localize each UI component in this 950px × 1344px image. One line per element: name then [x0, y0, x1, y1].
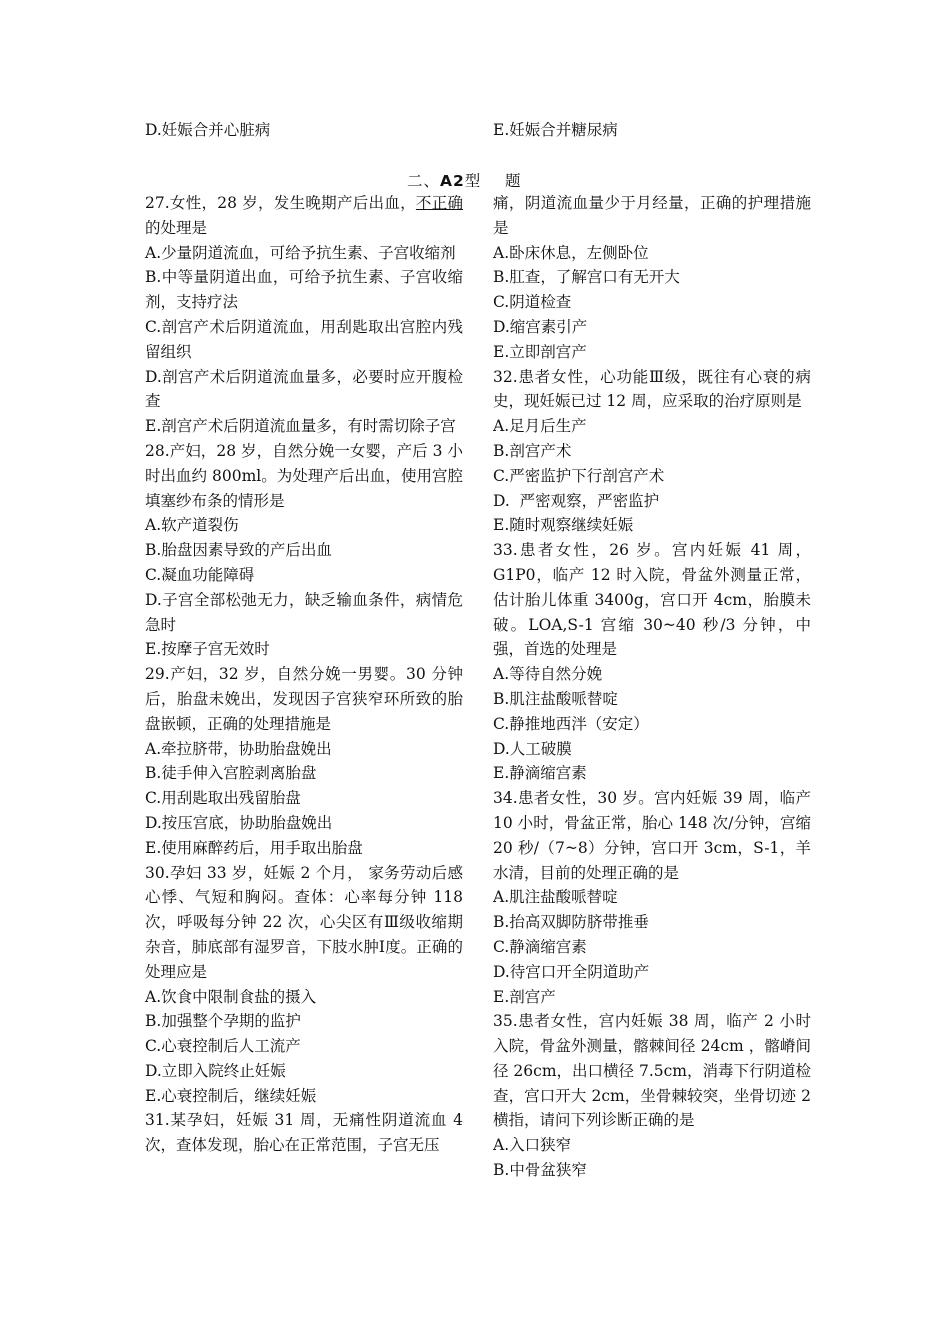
q27-stem-before: 27.女性，28 岁，发生晚期产后出血，: [145, 194, 416, 212]
q28-option: B.胎盘因素导致的产后出血: [145, 541, 332, 560]
question-33-stem: 33.患者女性，26 岁。宫内妊娠 41 周，G1P0，临产 12 时入院，骨盆外测量正常，估计胎儿体重 3400g，宫口开 4cm，胎膜未破。LOA,S-1 宫缩 30~40 秒/3 分钟，中强，首选的处理是: [493, 541, 811, 659]
q34-option: E.剖宫产: [493, 987, 556, 1006]
question-28-stem: 28.产妇，28 岁，自然分娩一女婴，产后 3 小时出血约 800ml。为处理产后出血，使用宫腔填塞纱布条的情形是: [145, 441, 463, 510]
q29-option: A.牵拉脐带，协助胎盘娩出: [145, 739, 332, 758]
q30-option: D.立即入院终止妊娠: [145, 1061, 286, 1080]
question-30-stem: 30.孕妇 33 岁，妊娠 2 个月， 家务劳动后感心悸、气短和胸闷。查体：心率每分钟 118 次，呼吸每分钟 22 次，心尖区有Ⅲ级收缩期杂音，肺底部有湿罗音，下肢水肿Ⅰ度。正确的处理应是: [145, 863, 463, 981]
q31-option: C.阴道检查: [493, 293, 572, 312]
q27-option: E.剖宫产术后阴道流血量多，有时需切除子宫: [145, 417, 456, 436]
q30-option: B.加强整个孕期的监护: [145, 1012, 301, 1031]
q29-option: C.用刮匙取出残留胎盘: [145, 789, 301, 808]
q33-option: B.肌注盐酸哌替啶: [493, 689, 618, 708]
section-suffix: 型 题: [464, 172, 522, 190]
q34-option: B.抬高双脚防脐带推垂: [493, 913, 649, 932]
q28-option: D.子宫全部松弛无力，缺乏输血条件，病情危急时: [145, 590, 463, 634]
q28-option: C.凝血功能障碍: [145, 565, 255, 584]
q30-option: E.心衰控制后，继续妊娠: [145, 1086, 317, 1105]
right-column: [493, 191, 811, 1183]
q27-option: D.剖宫产术后阴道流血量多，必要时应开腹检查: [145, 367, 463, 411]
q27-option: C.剖宫产术后阴道流血，用刮匙取出宫腔内残留组织: [145, 317, 463, 361]
option-e-diabetes: E.妊娠合并糖尿病: [493, 121, 618, 139]
q31-option: E.立即剖宫产: [493, 342, 587, 361]
section-type: A2: [440, 172, 465, 190]
q29-option: E.使用麻醉药后，用手取出胎盘: [145, 838, 363, 857]
question-31-stem-part2: 痛，阴道流血量少于月经量，正确的护理措施是: [493, 194, 811, 237]
q31-option: A.卧床休息，左侧卧位: [493, 243, 649, 262]
question-32-stem: 32.患者女性，心功能Ⅲ级，既往有心衰的病史，现妊娠已过 12 周，应采取的治疗原则是: [493, 367, 811, 411]
question-35-stem: 35.患者女性，宫内妊娠 38 周，临产 2 小时入院，骨盆外测量，髂棘间径 24cm ，髂嵴间径 26cm，出口横径 7.5cm，消毒下行阴道检查，宫口开大 2cm，坐骨棘较突，坐骨切迹 2 横指，请问下列诊断正确的是: [493, 1012, 811, 1130]
q28-option: A.软产道裂伤: [145, 516, 239, 535]
q33-option: E.静滴缩宫素: [493, 764, 587, 783]
question-31-stem-part1: 31.某孕妇，妊娠 31 周，无痛性阴道流血 4 次，查体发现，胎心在正常范围，子宫无压: [145, 1111, 463, 1155]
q31-option: D.缩宫素引产: [493, 317, 588, 336]
question-34-stem: 34.患者女性，30 岁。宫内妊娠 39 周，临产 10 小时，骨盆正常，胎心 148 次/分钟，宫缩 20 秒/（7~8）分钟，宫口开 3cm，S-1，羊水清，目前的处理正确的是: [493, 789, 811, 882]
q31-option: B.肛查，了解宫口有无开大: [493, 268, 680, 287]
q27-stem-after: 的处理是: [145, 218, 208, 237]
left-column: [145, 191, 463, 1158]
q32-option: D. 严密观察，严密监护: [493, 491, 660, 510]
q32-option: C.严密监护下行剖宫产术: [493, 466, 665, 485]
q27-stem-underlined: 不正确: [415, 194, 463, 212]
question-29-stem: 29.产妇，32 岁，自然分娩一男婴。30 分钟后，胎盘未娩出，发现因子宫狭窄环所致的胎盘嵌顿，正确的处理措施是: [145, 665, 463, 733]
q34-option: C.静滴缩宫素: [493, 937, 587, 956]
q33-option: A.等待自然分娩: [493, 665, 603, 684]
q28-option: E.按摩子宫无效时: [145, 640, 270, 659]
q27-option: A.少量阴道流血，可给予抗生素、子宫收缩剂: [145, 243, 456, 262]
q34-option: A.肌注盐酸哌替啶: [493, 888, 618, 907]
q33-option: C.静推地西泮（安定）: [493, 714, 649, 733]
q34-option: D.待宫口开全阴道助产: [493, 962, 650, 981]
q32-option: A.足月后生产: [493, 417, 587, 436]
q29-option: D.按压宫底，协助胎盘娩出: [145, 813, 333, 832]
question-27-stem: [145, 191, 463, 241]
q32-option: B.剖宫产术: [493, 441, 572, 460]
q32-option: E.随时观察继续妊娠: [493, 516, 634, 535]
q33-option: D.人工破膜: [493, 739, 572, 758]
q29-option: B.徒手伸入宫腔剥离胎盘: [145, 764, 317, 783]
section-prefix: 二、: [407, 172, 441, 190]
q30-option: C.心衰控制后人工流产: [145, 1037, 301, 1056]
option-d-heart-disease: D.妊娠合并心脏病: [145, 121, 271, 139]
q27-option: B.中等量阴道出血，可给予抗生素、子宫收缩剂，支持疗法: [145, 268, 463, 312]
q35-option: A.入口狭窄: [493, 1136, 572, 1155]
q35-option: B.中骨盆狭窄: [493, 1161, 587, 1180]
q30-option: A.饮食中限制食盐的摄入: [145, 987, 317, 1006]
